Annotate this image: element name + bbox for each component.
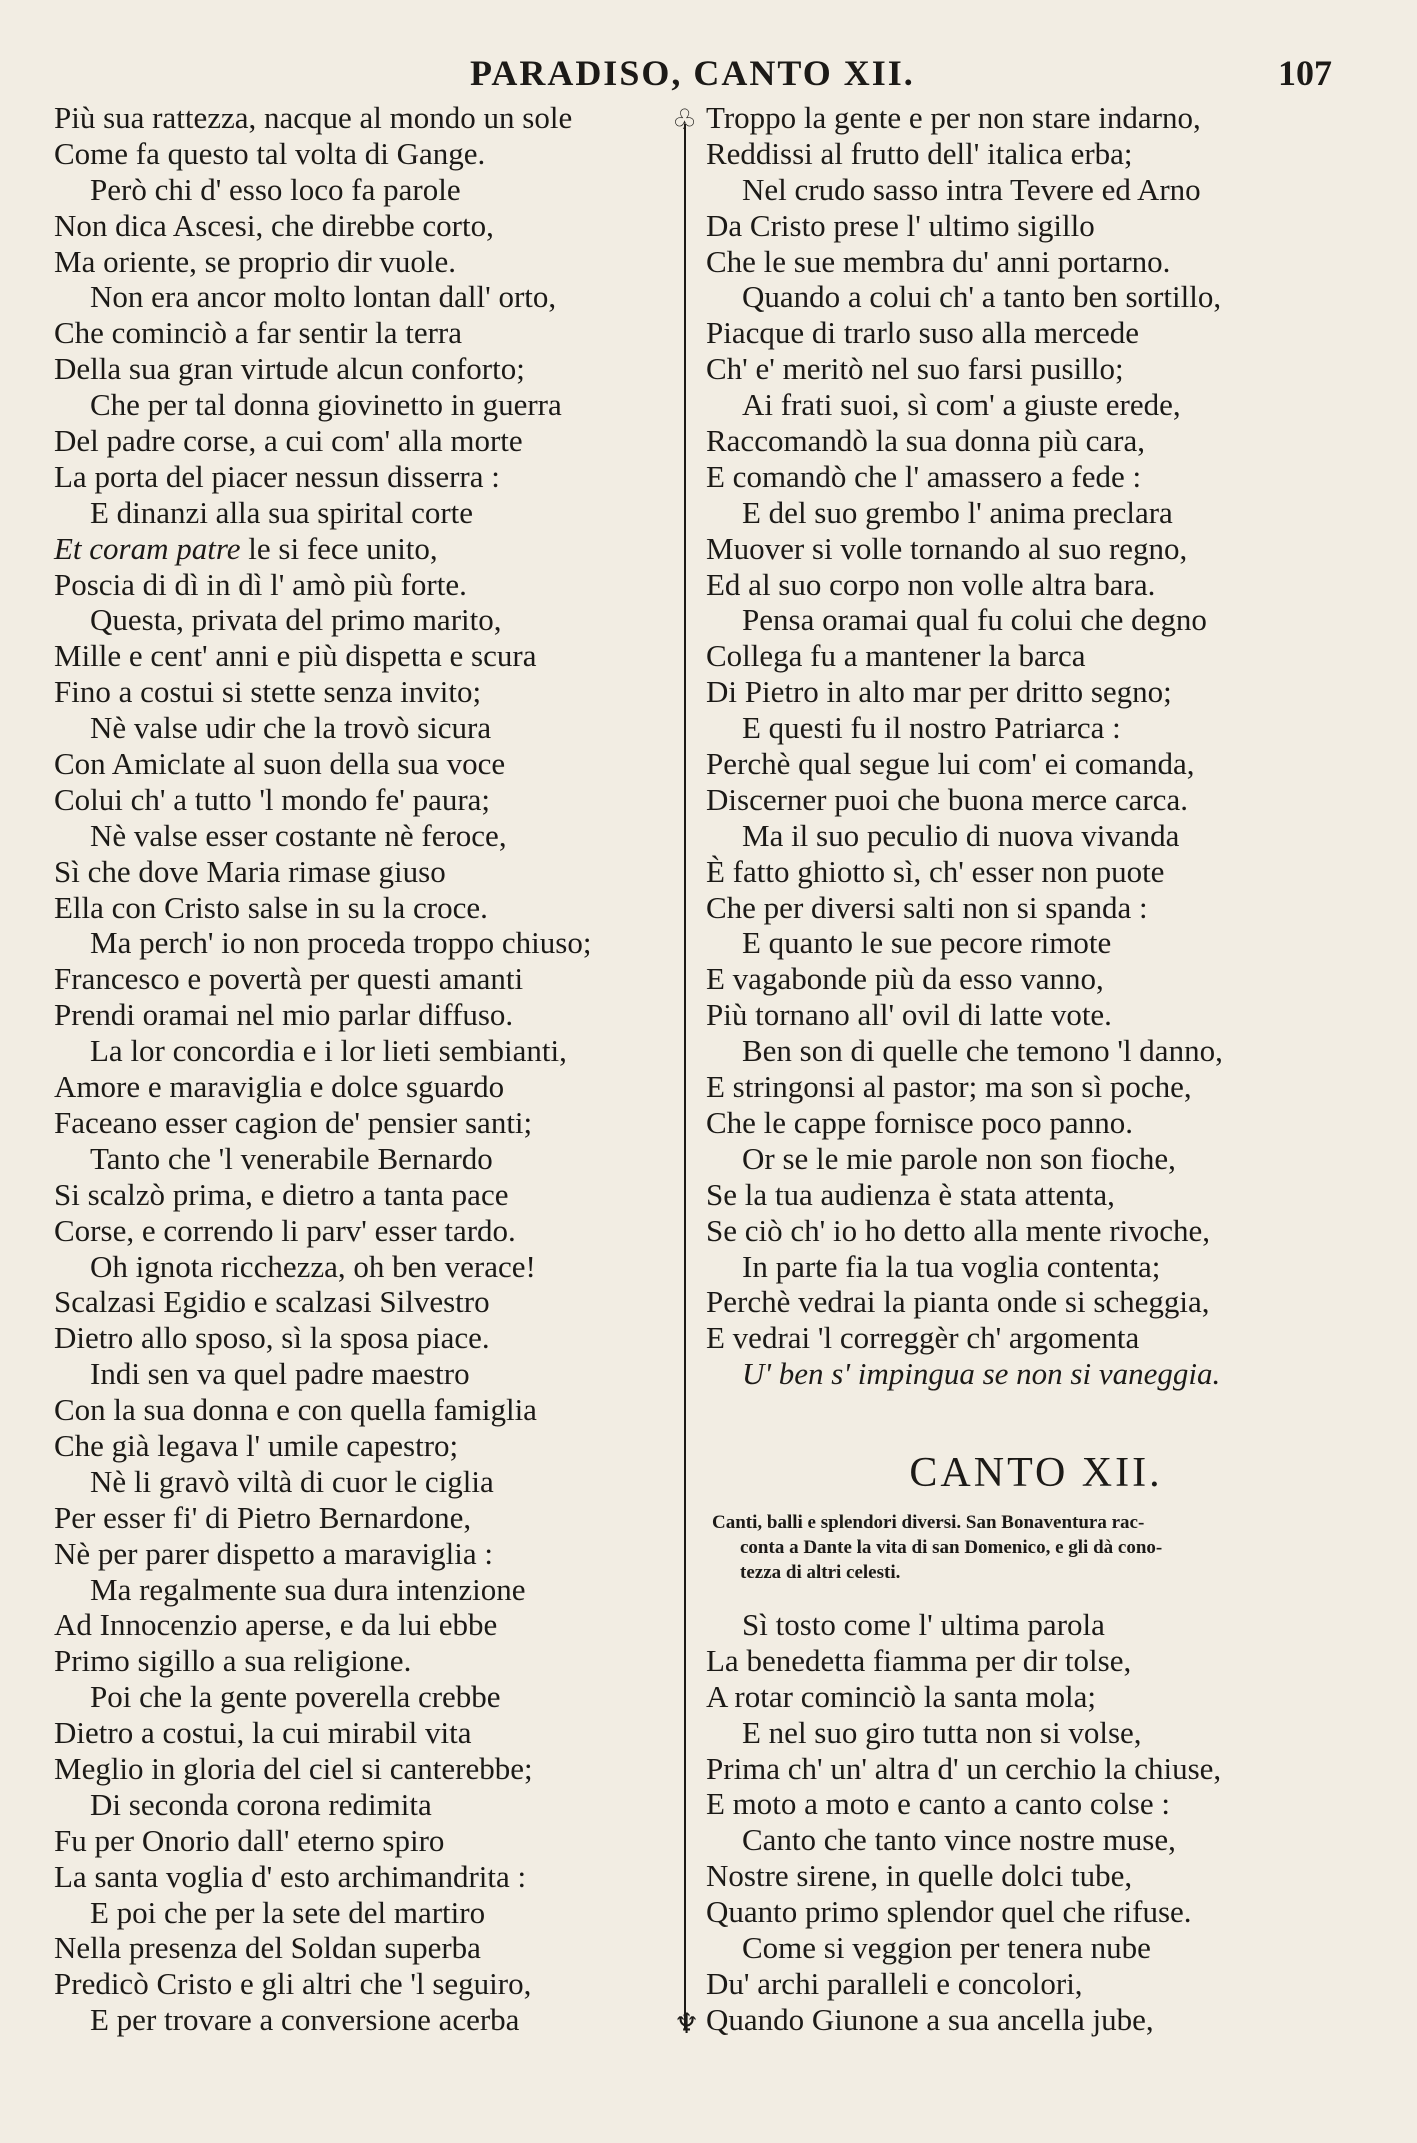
verse-line: Che per diversi salti non si spanda : (706, 889, 1148, 925)
verse-line: Ed al suo corpo non volle altra bara. (706, 566, 1156, 602)
verse-line: Or se le mie parole non son fioche, (742, 1140, 1176, 1176)
canto-title: CANTO XII. (909, 1450, 1163, 1496)
verse-line: U' ben s' impingua se non si vaneggia. (742, 1356, 1221, 1392)
verse-line: In parte fia la tua voglia contenta; (742, 1248, 1161, 1284)
verse-line: Come si veggion per tenera nube (742, 1930, 1151, 1966)
verse-line: Sì che dove Maria rimase giuso (54, 853, 446, 889)
canto-argument (706, 1510, 1366, 1585)
verse-line: Con Amiclate al suon della sua voce (54, 746, 506, 782)
verse-line: Primo sigillo a sua religione. (54, 1643, 412, 1679)
verse-line: Con la sua donna e con quella famiglia (54, 1392, 537, 1428)
verse-line: E comandò che l' amassero a fede : (706, 458, 1142, 494)
verse-line: Piacque di trarlo suso alla mercede (706, 315, 1139, 351)
verse-line: La lor concordia e i lor lieti sembianti, (90, 1033, 567, 1069)
column-divider (684, 124, 686, 2029)
verse-line: È fatto ghiotto sì, ch' esser non puote (706, 853, 1165, 889)
verse-line: Nè valse esser costante nè feroce, (90, 817, 507, 853)
verse-line: Di Pietro in alto mar per dritto segno; (706, 674, 1172, 710)
verse-line: Ma regalmente sua dura intenzione (90, 1571, 526, 1607)
verse-line: Muover si volle tornando al suo regno, (706, 530, 1188, 566)
argument-line: Canti, balli e splendori diversi. San Bonaventura rac- (712, 1512, 1145, 1533)
verse-line: E nel suo giro tutta non si volse, (742, 1714, 1142, 1750)
verse-line: E del suo grembo l' anima preclara (742, 494, 1173, 530)
verse-line: Che cominciò a far sentir la terra (54, 315, 462, 351)
verse-line: Ch' e' meritò nel suo farsi pusillo; (706, 351, 1124, 387)
page-header (0, 52, 1417, 102)
verse-line: Indi sen va quel padre maestro (90, 1356, 470, 1392)
argument-line: tezza di altri celesti. (740, 1562, 901, 1583)
verse-line: Troppo la gente e per non stare indarno, (706, 100, 1201, 135)
verse-line: Quando a colui ch' a tanto ben sortillo, (742, 279, 1222, 315)
verse-line: Che già legava l' umile capestro; (54, 1427, 459, 1463)
verse-line: Del padre corse, a cui com' alla morte (54, 423, 523, 459)
verse-line: A rotar cominciò la santa mola; (706, 1678, 1096, 1714)
verse-line: Da Cristo prese l' ultimo sigillo (706, 207, 1095, 243)
canto-verses (706, 1607, 1366, 2038)
verse-line: Tanto che 'l venerabile Bernardo (90, 1140, 493, 1176)
verse-line: Discerner puoi che buona merce carca. (706, 781, 1188, 817)
verse-line: Corse, e correndo li parv' esser tardo. (54, 1212, 516, 1248)
verse-line: Dietro a costui, la cui mirabil vita (54, 1715, 472, 1751)
verse-line: Nel crudo sasso intra Tevere ed Arno (742, 171, 1201, 207)
verse-line: Poscia di dì in dì l' amò più forte. (54, 566, 467, 602)
verse-line: Non dica Ascesi, che direbbe corto, (54, 207, 494, 243)
verse-line: Si scalzò prima, e dietro a tanta pace (54, 1176, 509, 1212)
verse-line: Ma oriente, se proprio dir vuole. (54, 243, 457, 279)
verse-line: Non era ancor molto lontan dall' orto, (90, 279, 557, 315)
verse-line: Pensa oramai qual fu colui che degno (742, 602, 1207, 638)
verse-line: Nella presenza del Soldan superba (54, 1930, 481, 1966)
verse-line: Scalzasi Egidio e scalzasi Silvestro (54, 1284, 490, 1320)
right-column (706, 100, 1366, 1392)
verse-line: Ad Innocenzio aperse, e da lui ebbe (54, 1607, 498, 1643)
verse-line: Amore e maraviglia e dolce sguardo (54, 1069, 505, 1105)
verse-line: Se la tua audienza è stata attenta, (706, 1176, 1115, 1212)
verse-line: Nè li gravò viltà di cuor le ciglia (90, 1463, 494, 1499)
verse-line: Predicò Cristo e gli altri che 'l seguiro, (54, 1966, 532, 2002)
verse-line: Perchè vedrai la pianta onde si scheggia, (706, 1284, 1210, 1320)
verse-line: E dinanzi alla sua spirital corte (90, 494, 474, 530)
verse-line: Nè valse udir che la trovò sicura (90, 710, 492, 746)
verse-line: Dietro allo sposo, sì la sposa piace. (54, 1320, 490, 1356)
verse-line: Questa, privata del primo marito, (90, 602, 502, 638)
verse-line: E stringonsi al pastor; ma son sì poche, (706, 1069, 1192, 1105)
verse-line: Collega fu a mantener la barca (706, 638, 1086, 674)
verse-line: Reddissi al frutto dell' italica erba; (706, 135, 1133, 171)
verse-line: Di seconda corona redimita (90, 1786, 432, 1822)
verse-line: Più sua rattezza, nacque al mondo un sole (54, 100, 573, 135)
verse-line: Ma il suo peculio di nuova vivanda (742, 817, 1180, 853)
verse-line: Francesco e povertà per questi amanti (54, 961, 524, 997)
verse-line: Più tornano all' ovil di latte vote. (706, 997, 1112, 1033)
verse-line: Perchè qual segue lui com' ei comanda, (706, 746, 1195, 782)
verse-italic-phrase: Et coram patre (54, 530, 241, 566)
page-number: 107 (1278, 53, 1332, 93)
verse-line: Fino a costui si stette senza invito; (54, 674, 482, 710)
verse-line: Mille e cent' anni e più dispetta e scura (54, 638, 537, 674)
verse-line: Ben son di quelle che temono 'l danno, (742, 1033, 1223, 1069)
verse-line: Du' archi paralleli e concolori, (706, 1965, 1083, 2001)
verse-line: Come fa questo tal volta di Gange. (54, 135, 486, 171)
verse-line (54, 531, 680, 567)
verse-line: Se ciò ch' io ho detto alla mente rivoche, (706, 1212, 1211, 1248)
verse-line: Colui ch' a tutto 'l mondo fe' paura; (54, 781, 491, 817)
verse-line: Faceano esser cagion de' pensier santi; (54, 1104, 533, 1140)
verse-line: Quanto primo splendor quel che rifuse. (706, 1894, 1192, 1930)
ornament-mark-bottom: ♆ (674, 2007, 700, 2040)
verse-line: Oh ignota ricchezza, oh ben verace! (90, 1248, 536, 1284)
verse-line: La santa voglia d' esto archimandrita : (54, 1858, 527, 1894)
verse-line: E vedrai 'l correggèr ch' argomenta (706, 1320, 1140, 1356)
verse-line: Ai frati suoi, sì com' a giuste erede, (742, 387, 1181, 423)
verse-line: E poi che per la sete del martiro (90, 1894, 486, 1930)
verse-line: Nè per parer dispetto a maraviglia : (54, 1535, 493, 1571)
canto-section (706, 1440, 1366, 2038)
verse-line: Ma perch' io non proceda troppo chiuso; (90, 925, 592, 961)
verse-line: E per trovare a conversione acerba (90, 2002, 520, 2038)
verse-line: Però chi d' esso loco fa parole (90, 171, 461, 207)
verse-line: Raccomandò la sua donna più cara, (706, 423, 1145, 459)
verse-line: La porta del piacer nessun disserra : (54, 458, 500, 494)
ornament-mark-top: ♧ (672, 103, 698, 136)
verse-line: E quanto le sue pecore rimote (742, 925, 1112, 961)
verse-line: Fu per Onorio dall' eterno spiro (54, 1822, 445, 1858)
verse-line: Canto che tanto vince nostre muse, (742, 1822, 1176, 1858)
left-column (54, 100, 680, 2038)
verse-line: Meglio in gloria del ciel si canterebbe; (54, 1750, 533, 1786)
verse-line: Ella con Cristo salse in su la croce. (54, 889, 488, 925)
verse-line: E moto a moto e canto a canto colse : (706, 1786, 1170, 1822)
verse-line: Che le sue membra du' anni portarno. (706, 243, 1171, 279)
verse-line: Quando Giunone a sua ancella jube, (706, 2001, 1154, 2037)
verse-line: Della sua gran virtude alcun conforto; (54, 351, 525, 387)
verse-line: Prima ch' un' altra d' un cerchio la chiuse, (706, 1750, 1222, 1786)
verse-line: Sì tosto come l' ultima parola (742, 1607, 1105, 1642)
verse-line: La benedetta fiamma per dir tolse, (706, 1642, 1132, 1678)
verse-line: E questi fu il nostro Patriarca : (742, 710, 1121, 746)
running-title: PARADISO, CANTO XII. (470, 53, 915, 93)
verse-line: E vagabonde più da esso vanno, (706, 961, 1104, 997)
verse-line: Che per tal donna giovinetto in guerra (90, 387, 562, 423)
verse-rest: le si fece unito, (240, 530, 438, 566)
verse-line: Nostre sirene, in quelle dolci tube, (706, 1858, 1133, 1894)
verse-line: Poi che la gente poverella crebbe (90, 1679, 501, 1715)
argument-line: conta a Dante la vita di san Domenico, e gli dà cono- (740, 1537, 1163, 1558)
verse-line: Per esser fi' di Pietro Bernardone, (54, 1499, 472, 1535)
verse-line: Prendi oramai nel mio parlar diffuso. (54, 997, 514, 1033)
verse-line: Che le cappe fornisce poco panno. (706, 1104, 1133, 1140)
